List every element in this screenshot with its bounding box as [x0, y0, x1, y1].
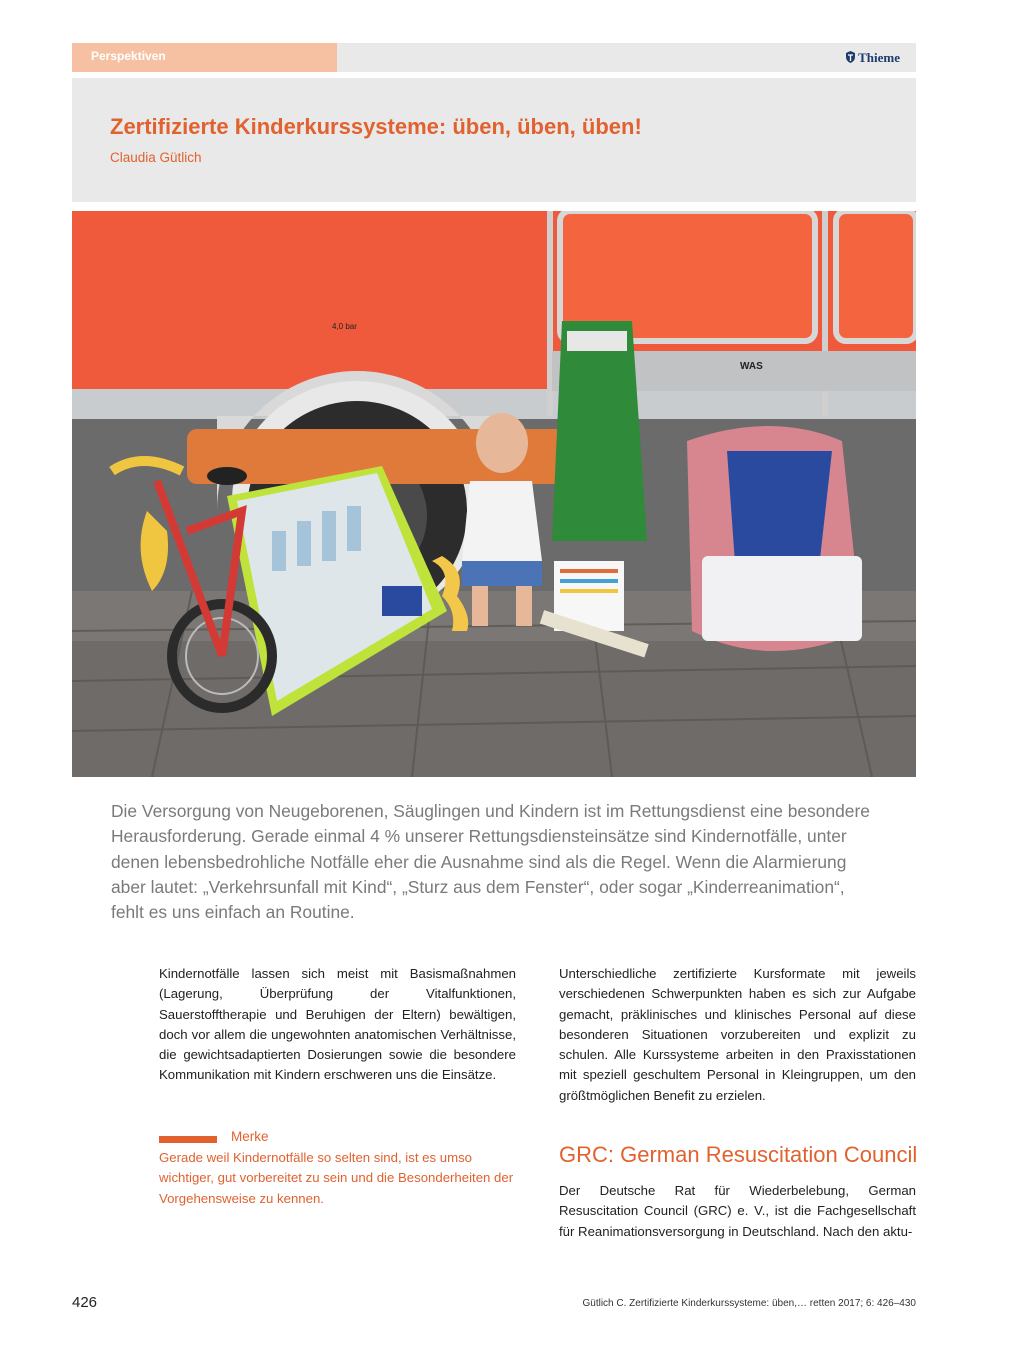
article-author: Claudia Gütlich — [110, 150, 202, 165]
article-title: Zertifizierte Kinderkurssysteme: üben, üben, üben! — [110, 114, 642, 139]
article-photo — [72, 211, 916, 777]
section-label: Perspektiven — [72, 43, 337, 72]
svg-text:4,0 bar: 4,0 bar — [332, 322, 357, 331]
merke-text: Gerade weil Kindernotfälle so selten sind, ist es umso wichtiger, gut vorbereitet zu sein und die Besonderheiten der Vorgehensweise zu kennen. — [159, 1150, 514, 1206]
thieme-logo-icon — [846, 51, 855, 63]
lead-paragraph: Die Versorgung von Neugeborenen, Säuglingen und Kindern ist im Rettungsdienst eine besondere Herausforderung. Gerade einmal 4 % unserer Rettungsdiensteinsätze sind Kindernotfälle, unter denen lebensbedrohliche Notfälle eher die Ausnahme sind als die Regel. Wenn die Alarmierung aber lautet: „Verkehrsunfall mit Kind“, „Sturz aus dem Fenster“, oder sogar „Kinderreanimation“, fehlt es uns einfach an Routine. — [111, 801, 870, 923]
merke-label: Merke — [231, 1129, 269, 1144]
publisher-logo — [846, 50, 900, 66]
section-paragraph: Der Deutsche Rat für Wiederbelebung, German Resuscitation Council (GRC) e. V., ist die Fachgesellschaft für Reanimationsversorgung in Deutschland. Nach den aktu- — [559, 1183, 916, 1239]
citation: Gütlich C. Zertifizierte Kinderkurssysteme: üben,… retten 2017; 6: 426–430 — [582, 1298, 916, 1309]
article-header — [72, 78, 916, 202]
publisher-name: Thieme — [858, 50, 900, 65]
merke-accent-bar — [159, 1136, 217, 1143]
body-paragraph-right: Unterschiedliche zertifizierte Kursformate mit jeweils verschiedenen Schwerpunkten haben es sich zur Aufgabe gemacht, präklinisches und klinisches Personal auf diese besonderen Situationen vorzubereiten und explizit zu schulen. Alle Kurssysteme arbeiten in den Praxisstationen mit speziell geschultem Personal in Kleingruppen, um den größtmöglichen Benefit zu erzielen. — [559, 966, 916, 1103]
body-paragraph-left: Kindernotfälle lassen sich meist mit Basismaßnahmen (Lagerung, Überprüfung der Vitalfunktionen, Sauerstofftherapie und Beruhigen der Eltern) bewältigen, doch vor allem die ungewohnten anatomischen Verhältnisse, die gewichtsadaptierten Dosierungen sowie die besondere Kommunikation mit Kindern erschweren uns die Einsätze. — [159, 966, 516, 1083]
svg-text:WAS: WAS — [740, 361, 763, 372]
top-bar — [72, 43, 916, 72]
page-number: 426 — [72, 1294, 98, 1311]
section-heading: GRC: German Resuscitation Council — [559, 1142, 918, 1167]
